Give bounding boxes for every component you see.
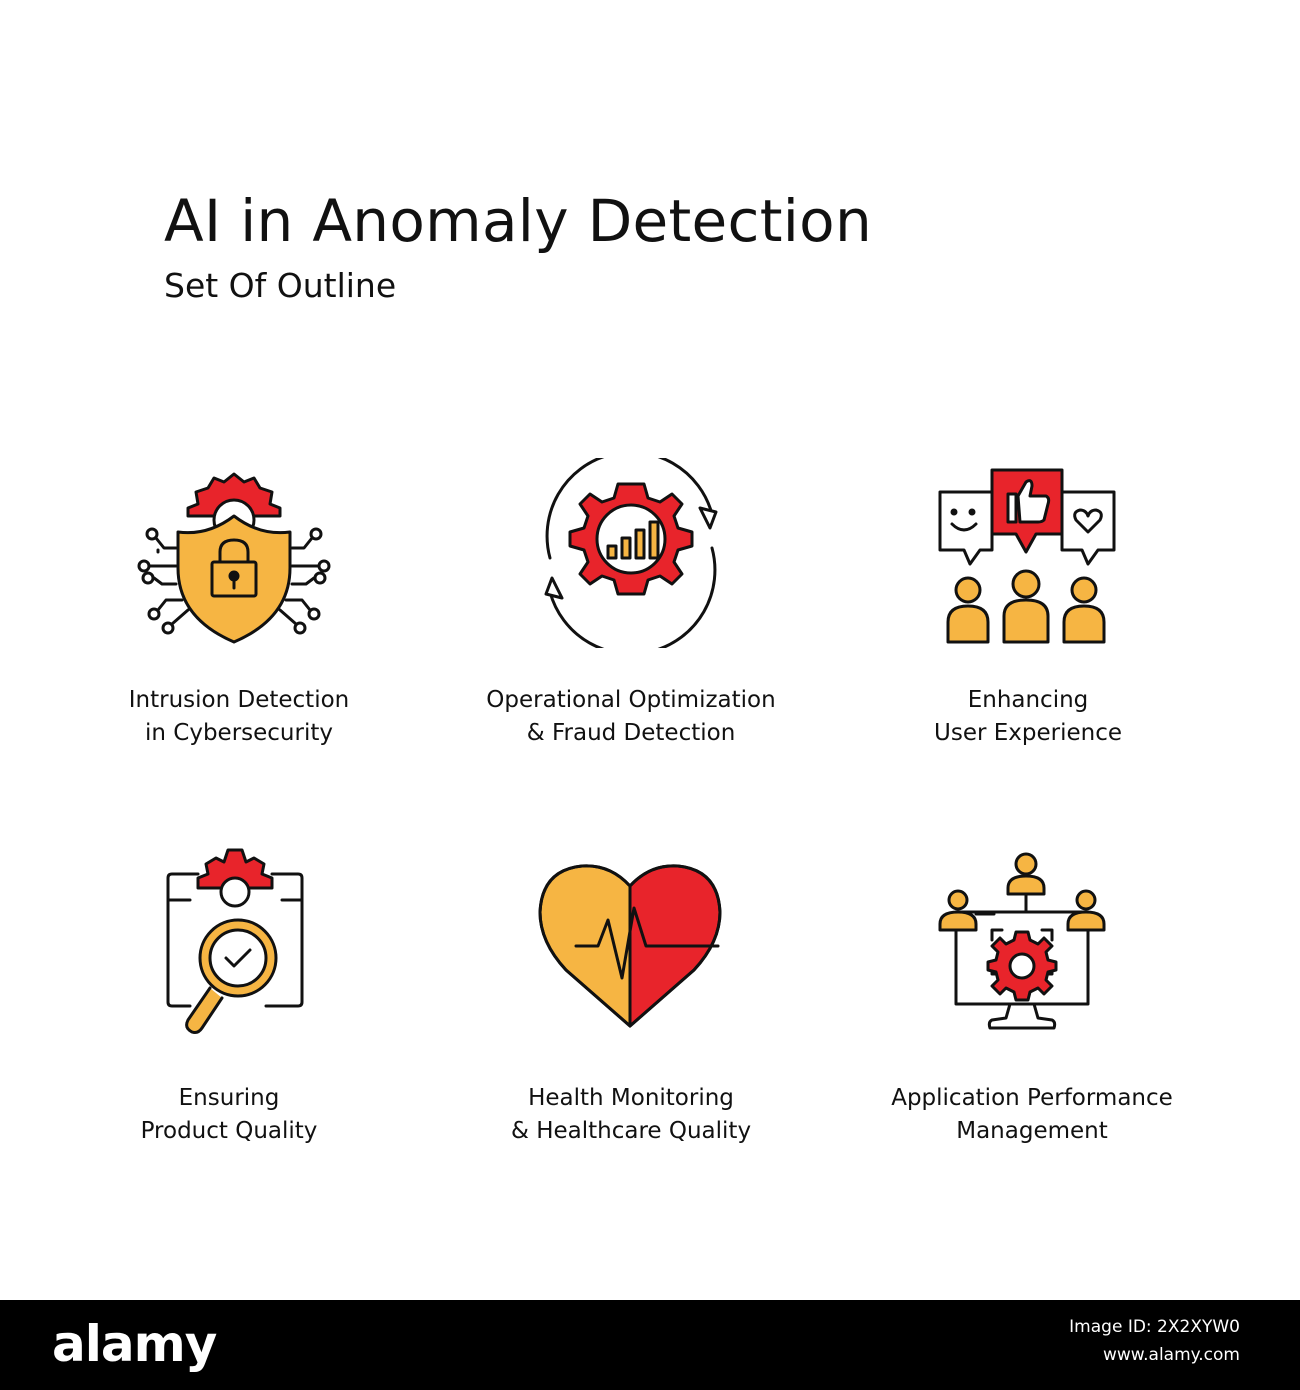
users-feedback-icon (936, 466, 1120, 648)
caption-line: & Fraud Detection (526, 720, 736, 746)
caption-product-quality (141, 1082, 318, 1148)
footer-bar (0, 1300, 1300, 1390)
caption-line: Ensuring (178, 1085, 280, 1111)
caption-line: Enhancing (967, 687, 1089, 713)
caption-line: in Cybersecurity (144, 720, 333, 746)
caption-line: User Experience (934, 720, 1122, 746)
gear-cycle-chart-icon (536, 458, 726, 648)
caption-enhancing-ux (934, 684, 1122, 750)
caption-line: Intrusion Detection (128, 687, 350, 713)
calendar-magnifier-check-icon (162, 842, 308, 1046)
monitor-network-gear-icon (936, 848, 1112, 1038)
heart-pulse-icon (536, 860, 726, 1032)
caption-operational-optimization (486, 684, 775, 750)
caption-line: & Healthcare Quality (510, 1118, 752, 1144)
caption-health-monitoring (511, 1082, 751, 1148)
shield-lock-gear-icon (128, 458, 344, 648)
caption-line: Health Monitoring (528, 1085, 734, 1111)
caption-line: Product Quality (140, 1118, 318, 1144)
image-id: Image ID: 2X2XYW0 (1069, 1317, 1240, 1337)
caption-intrusion-detection (129, 684, 349, 750)
alamy-logo: alamy (52, 1315, 217, 1373)
page-subtitle: Set Of Outline (164, 266, 397, 305)
caption-line: Management (956, 1118, 1108, 1144)
site-url: www.alamy.com (1102, 1345, 1240, 1365)
page-title: AI in Anomaly Detection (164, 187, 873, 255)
caption-app-performance (891, 1082, 1173, 1148)
caption-line: Application Performance (891, 1085, 1173, 1111)
caption-line: Operational Optimization (486, 687, 776, 713)
